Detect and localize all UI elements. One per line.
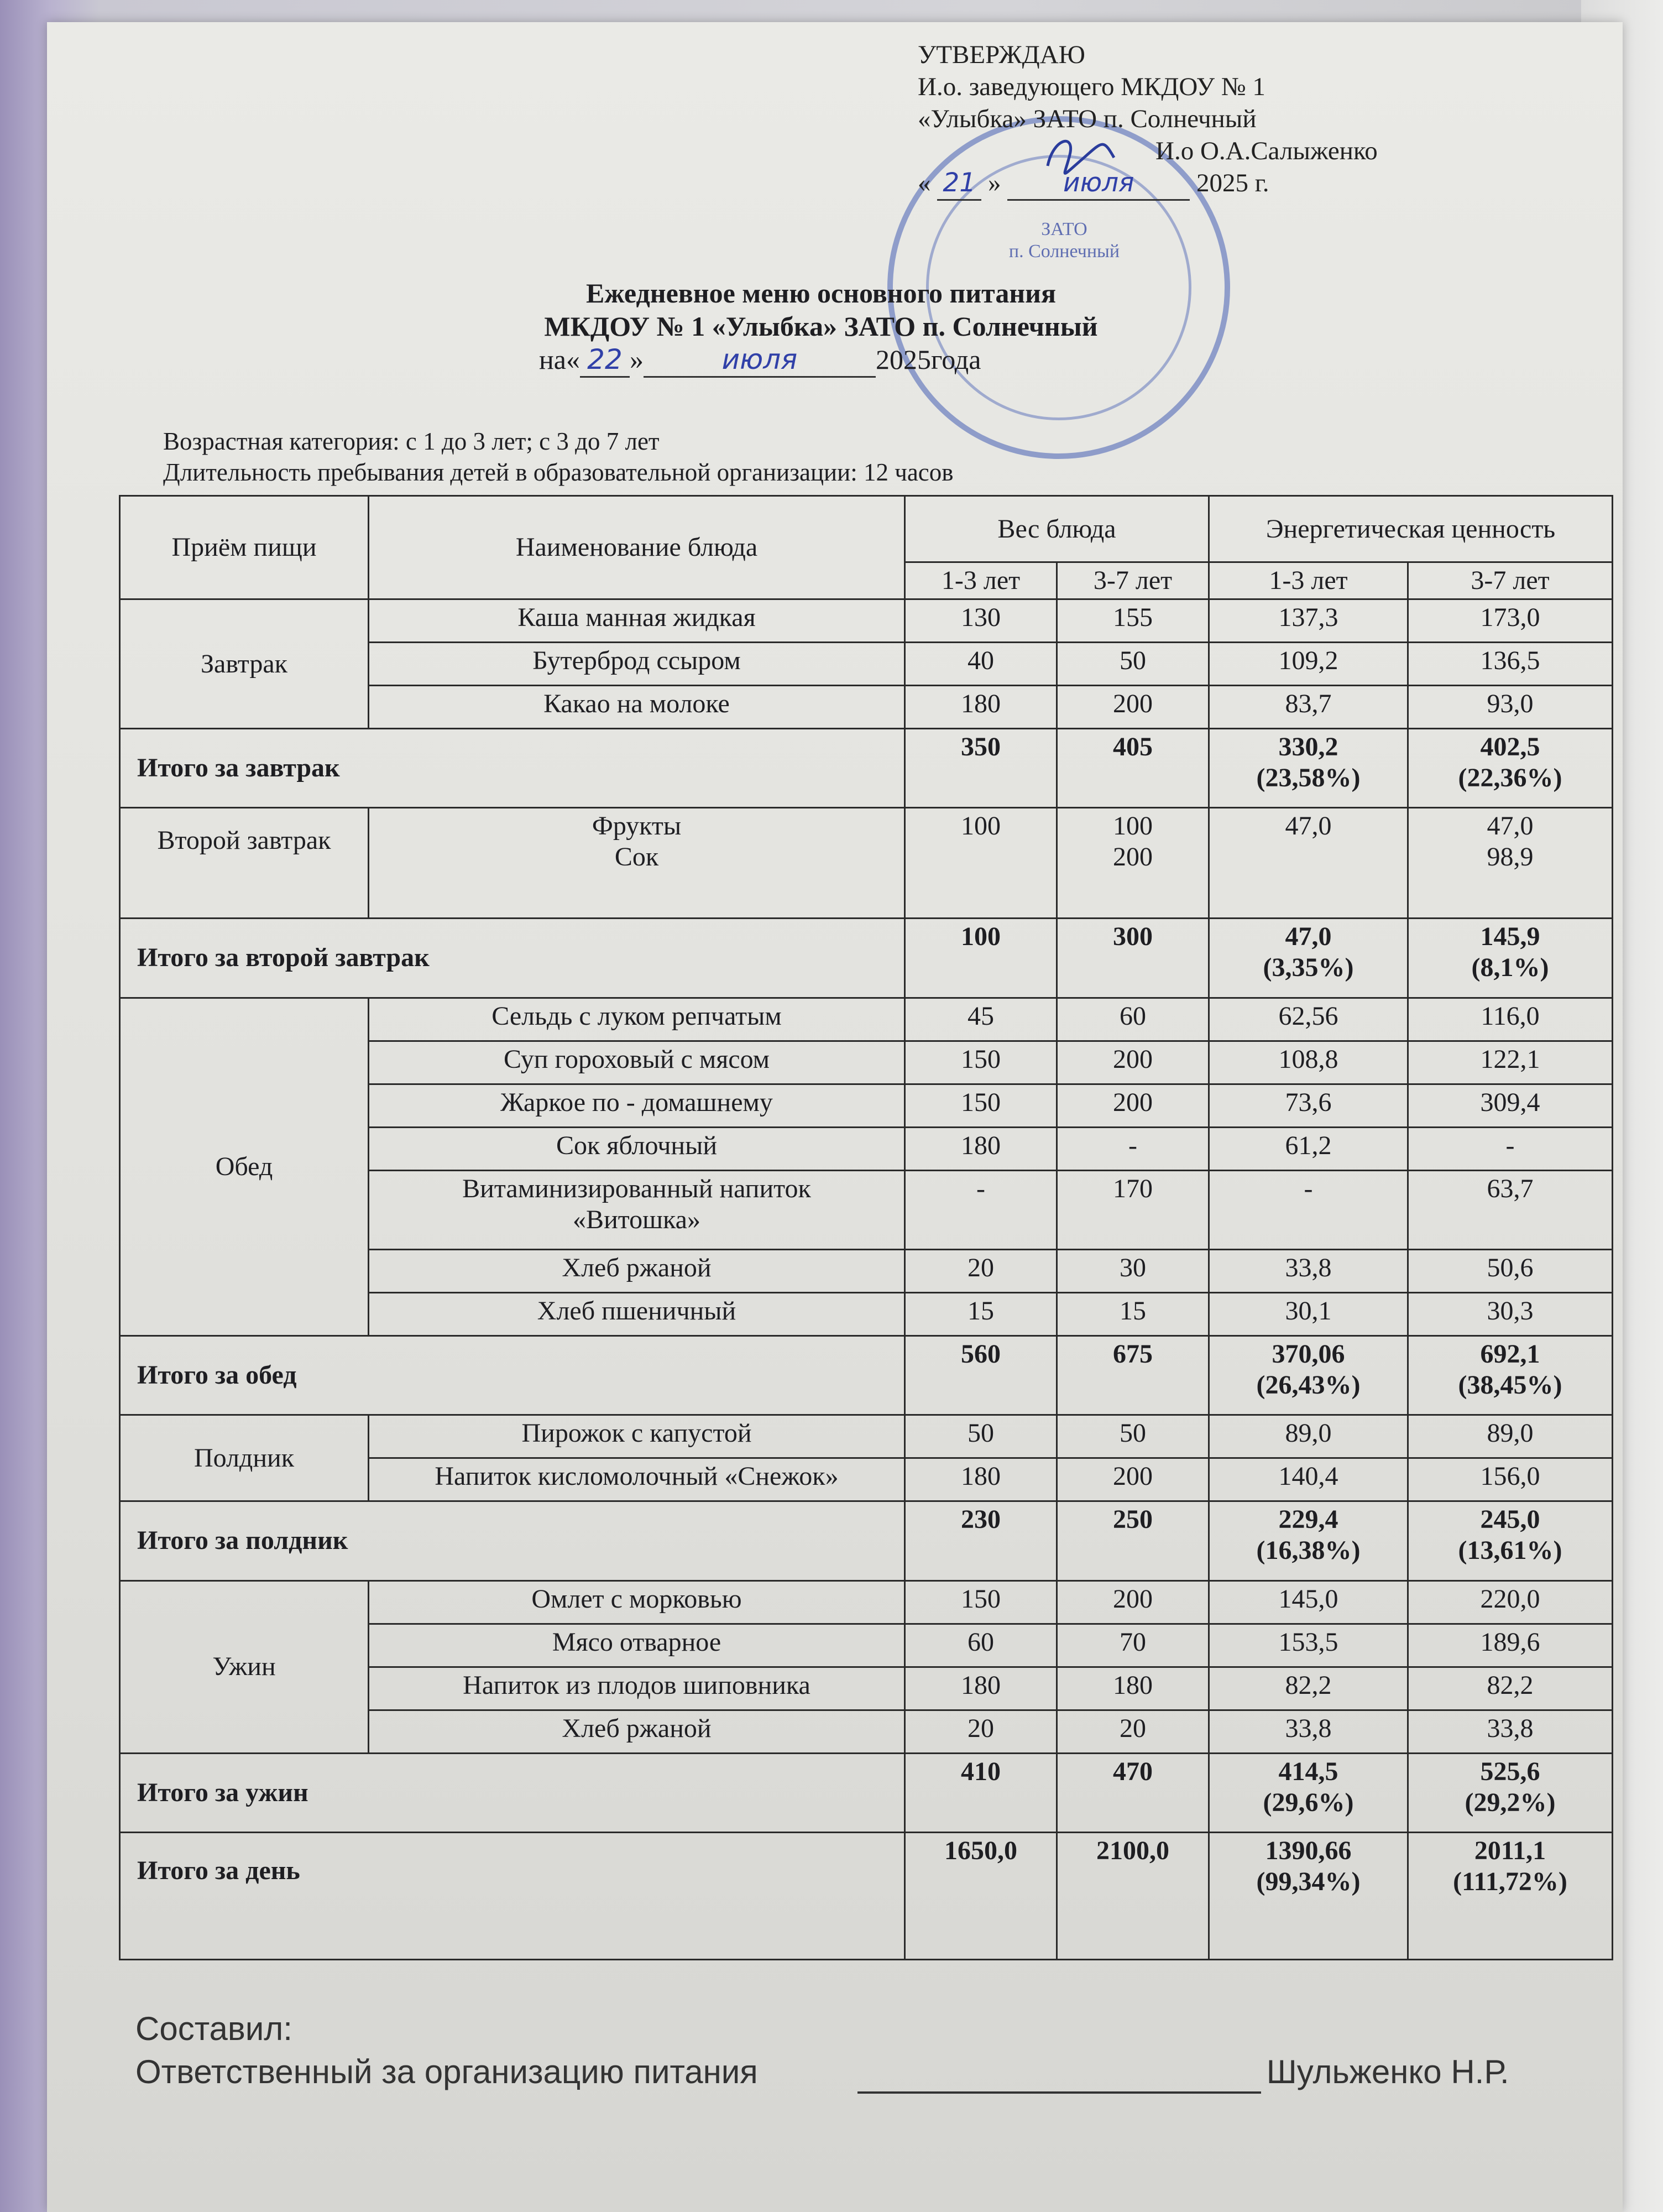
age-category: Возрастная категория: с 1 до 3 лет; с 3 до 7 лет bbox=[163, 427, 660, 455]
table-row: Полдник Пирожок с капустой 50 50 89,0 89,0 bbox=[120, 1415, 1613, 1458]
total-row-lunch: Итого за обед 560 675 370,06 (26,43%) 692,1 (38,45%) bbox=[120, 1336, 1613, 1415]
dish-name: Хлеб ржаной bbox=[369, 1249, 905, 1292]
menu-date-day: 22 bbox=[580, 343, 630, 378]
header-energy: Энергетическая ценность bbox=[1209, 496, 1613, 562]
dish-name: Мясо отварное bbox=[369, 1624, 905, 1667]
header-weight: Вес блюда bbox=[905, 496, 1209, 562]
table-row: Мясо отварное 60 70 153,5 189,6 bbox=[120, 1624, 1613, 1667]
table-row: Какао на молоке 180 200 83,7 93,0 bbox=[120, 686, 1613, 729]
dish-name: Каша манная жидкая bbox=[369, 599, 905, 643]
total-row-snack: Итого за полдник 230 250 229,4 (16,38%) 245,0 (13,61%) bbox=[120, 1501, 1613, 1580]
info-block bbox=[163, 426, 1490, 488]
meal-dinner: Ужин bbox=[120, 1580, 369, 1753]
table-row: Ужин Омлет с морковью 150 200 145,0 220,0 bbox=[120, 1580, 1613, 1624]
title-line-1: Ежедневное меню основного питания bbox=[585, 278, 1057, 309]
dish-name: Напиток из плодов шиповника bbox=[369, 1667, 905, 1710]
header-weight-3-7: 3-7 лет bbox=[1057, 562, 1209, 599]
meal-snack: Полдник bbox=[120, 1415, 369, 1501]
signature-blank bbox=[857, 2064, 1261, 2094]
table-row: Хлеб пшеничный 15 15 30,1 30,3 bbox=[120, 1293, 1613, 1336]
header-weight-1-3: 1-3 лет bbox=[905, 562, 1057, 599]
total-row-dinner: Итого за ужин 410 470 414,5 (29,6%) 525,6 (29,2%) bbox=[120, 1753, 1613, 1832]
approval-signer: И.о О.А.Салыженко bbox=[1155, 137, 1378, 165]
dish-name: Бутерброд ссыром bbox=[369, 643, 905, 686]
table-row: Напиток кисломолочный «Снежок» 180 200 140,4 156,0 bbox=[120, 1458, 1613, 1501]
table-header-row bbox=[120, 496, 1613, 562]
dish-name: Жаркое по - домашнему bbox=[369, 1084, 905, 1127]
document-title bbox=[434, 276, 1208, 343]
approval-organization: «Улыбка» ЗАТО п. Солнечный bbox=[918, 105, 1257, 133]
dish-name: Сок яблочный bbox=[369, 1127, 905, 1170]
dish-name: Фрукты bbox=[592, 811, 682, 841]
dish-name: Хлеб ржаной bbox=[369, 1710, 905, 1753]
approval-date: « 21 » июля 2025 г. bbox=[918, 167, 1471, 201]
dish-name: Напиток кисломолочный «Снежок» bbox=[369, 1458, 905, 1501]
meal-breakfast: Завтрак bbox=[120, 599, 369, 729]
approval-heading: УТВЕРЖДАЮ bbox=[918, 40, 1085, 69]
dish-name: Омлет с морковью bbox=[369, 1580, 905, 1624]
table-row: Витаминизированный напиток «Витошка» - 170 - 63,7 bbox=[120, 1170, 1613, 1249]
dish-name: Пирожок с капустой bbox=[369, 1415, 905, 1458]
dish-name: Сельдь с луком репчатым bbox=[369, 998, 905, 1041]
seal-center-text: ЗАТО п. Солнечный bbox=[1008, 219, 1120, 262]
header-meal: Приём пищи bbox=[120, 496, 369, 599]
footer bbox=[135, 2007, 1628, 2094]
responsible-line bbox=[135, 2051, 1628, 2094]
table-row: Напиток из плодов шиповника 180 180 82,2 82,2 bbox=[120, 1667, 1613, 1710]
menu-date-month: июля bbox=[644, 343, 876, 378]
approval-date-month: июля bbox=[1007, 167, 1190, 201]
meal-lunch: Обед bbox=[120, 998, 369, 1335]
header-energy-1-3: 1-3 лет bbox=[1209, 562, 1408, 599]
header-dish: Наименование блюда bbox=[369, 496, 905, 599]
table-row: Завтрак Каша манная жидкая 130 155 137,3 173,0 bbox=[120, 599, 1613, 643]
table-row: Хлеб ржаной 20 30 33,8 50,6 bbox=[120, 1249, 1613, 1292]
approval-position: И.о. заведующего МКДОУ № 1 bbox=[918, 72, 1265, 101]
composed-label: Составил: bbox=[135, 2010, 292, 2047]
approval-date-day: 21 bbox=[937, 167, 981, 201]
dish-name: Суп гороховый с мясом bbox=[369, 1041, 905, 1084]
table-row: Сок яблочный 180 - 61,2 - bbox=[120, 1127, 1613, 1170]
table-row: Жаркое по - домашнему 150 200 73,6 309,4 bbox=[120, 1084, 1613, 1127]
dish-name: Сок bbox=[614, 842, 659, 872]
stay-duration: Длительность пребывания детей в образовательной организации: 12 часов bbox=[163, 458, 954, 486]
responsible-role: Ответственный за организацию питания bbox=[135, 2053, 758, 2090]
header-energy-3-7: 3-7 лет bbox=[1408, 562, 1613, 599]
total-row-second-breakfast: Итого за второй завтрак 100 300 47,0 (3,35%) 145,9 (8,1%) bbox=[120, 919, 1613, 998]
total-row-day: Итого за день 1650,0 2100,0 1390,66 (99,34%) 2011,1 (111,72%) bbox=[120, 1833, 1613, 1960]
table-row: Хлеб ржаной 20 20 33,8 33,8 bbox=[120, 1710, 1613, 1753]
dish-name: Хлеб пшеничный bbox=[369, 1293, 905, 1336]
table-row: Второй завтрак Фрукты Сок 100 100 200 47,0 47,0 98,9 bbox=[120, 808, 1613, 919]
menu-table bbox=[119, 495, 1613, 1960]
title-line-2: МКДОУ № 1 «Улыбка» ЗАТО п. Солнечный bbox=[544, 311, 1098, 342]
table-row: Обед Сельдь с луком репчатым 45 60 62,56 116,0 bbox=[120, 998, 1613, 1041]
menu-date: на« 22 » июля 2025года bbox=[539, 343, 1258, 378]
table-row: Суп гороховый с мясом 150 200 108,8 122,1 bbox=[120, 1041, 1613, 1084]
total-row-breakfast: Итого за завтрак 350 405 330,2 (23,58%) 402,5 (22,36%) bbox=[120, 729, 1613, 808]
table-row: Бутерброд ссыром 40 50 109,2 136,5 bbox=[120, 643, 1613, 686]
menu-document bbox=[47, 22, 1623, 2212]
dish-name: Витаминизированный напиток «Витошка» bbox=[369, 1170, 905, 1249]
dish-name: Какао на молоке bbox=[369, 686, 905, 729]
responsible-name: Шульженко Н.Р. bbox=[1266, 2053, 1509, 2090]
approval-block bbox=[918, 39, 1471, 201]
meal-second-breakfast: Второй завтрак bbox=[120, 808, 369, 919]
